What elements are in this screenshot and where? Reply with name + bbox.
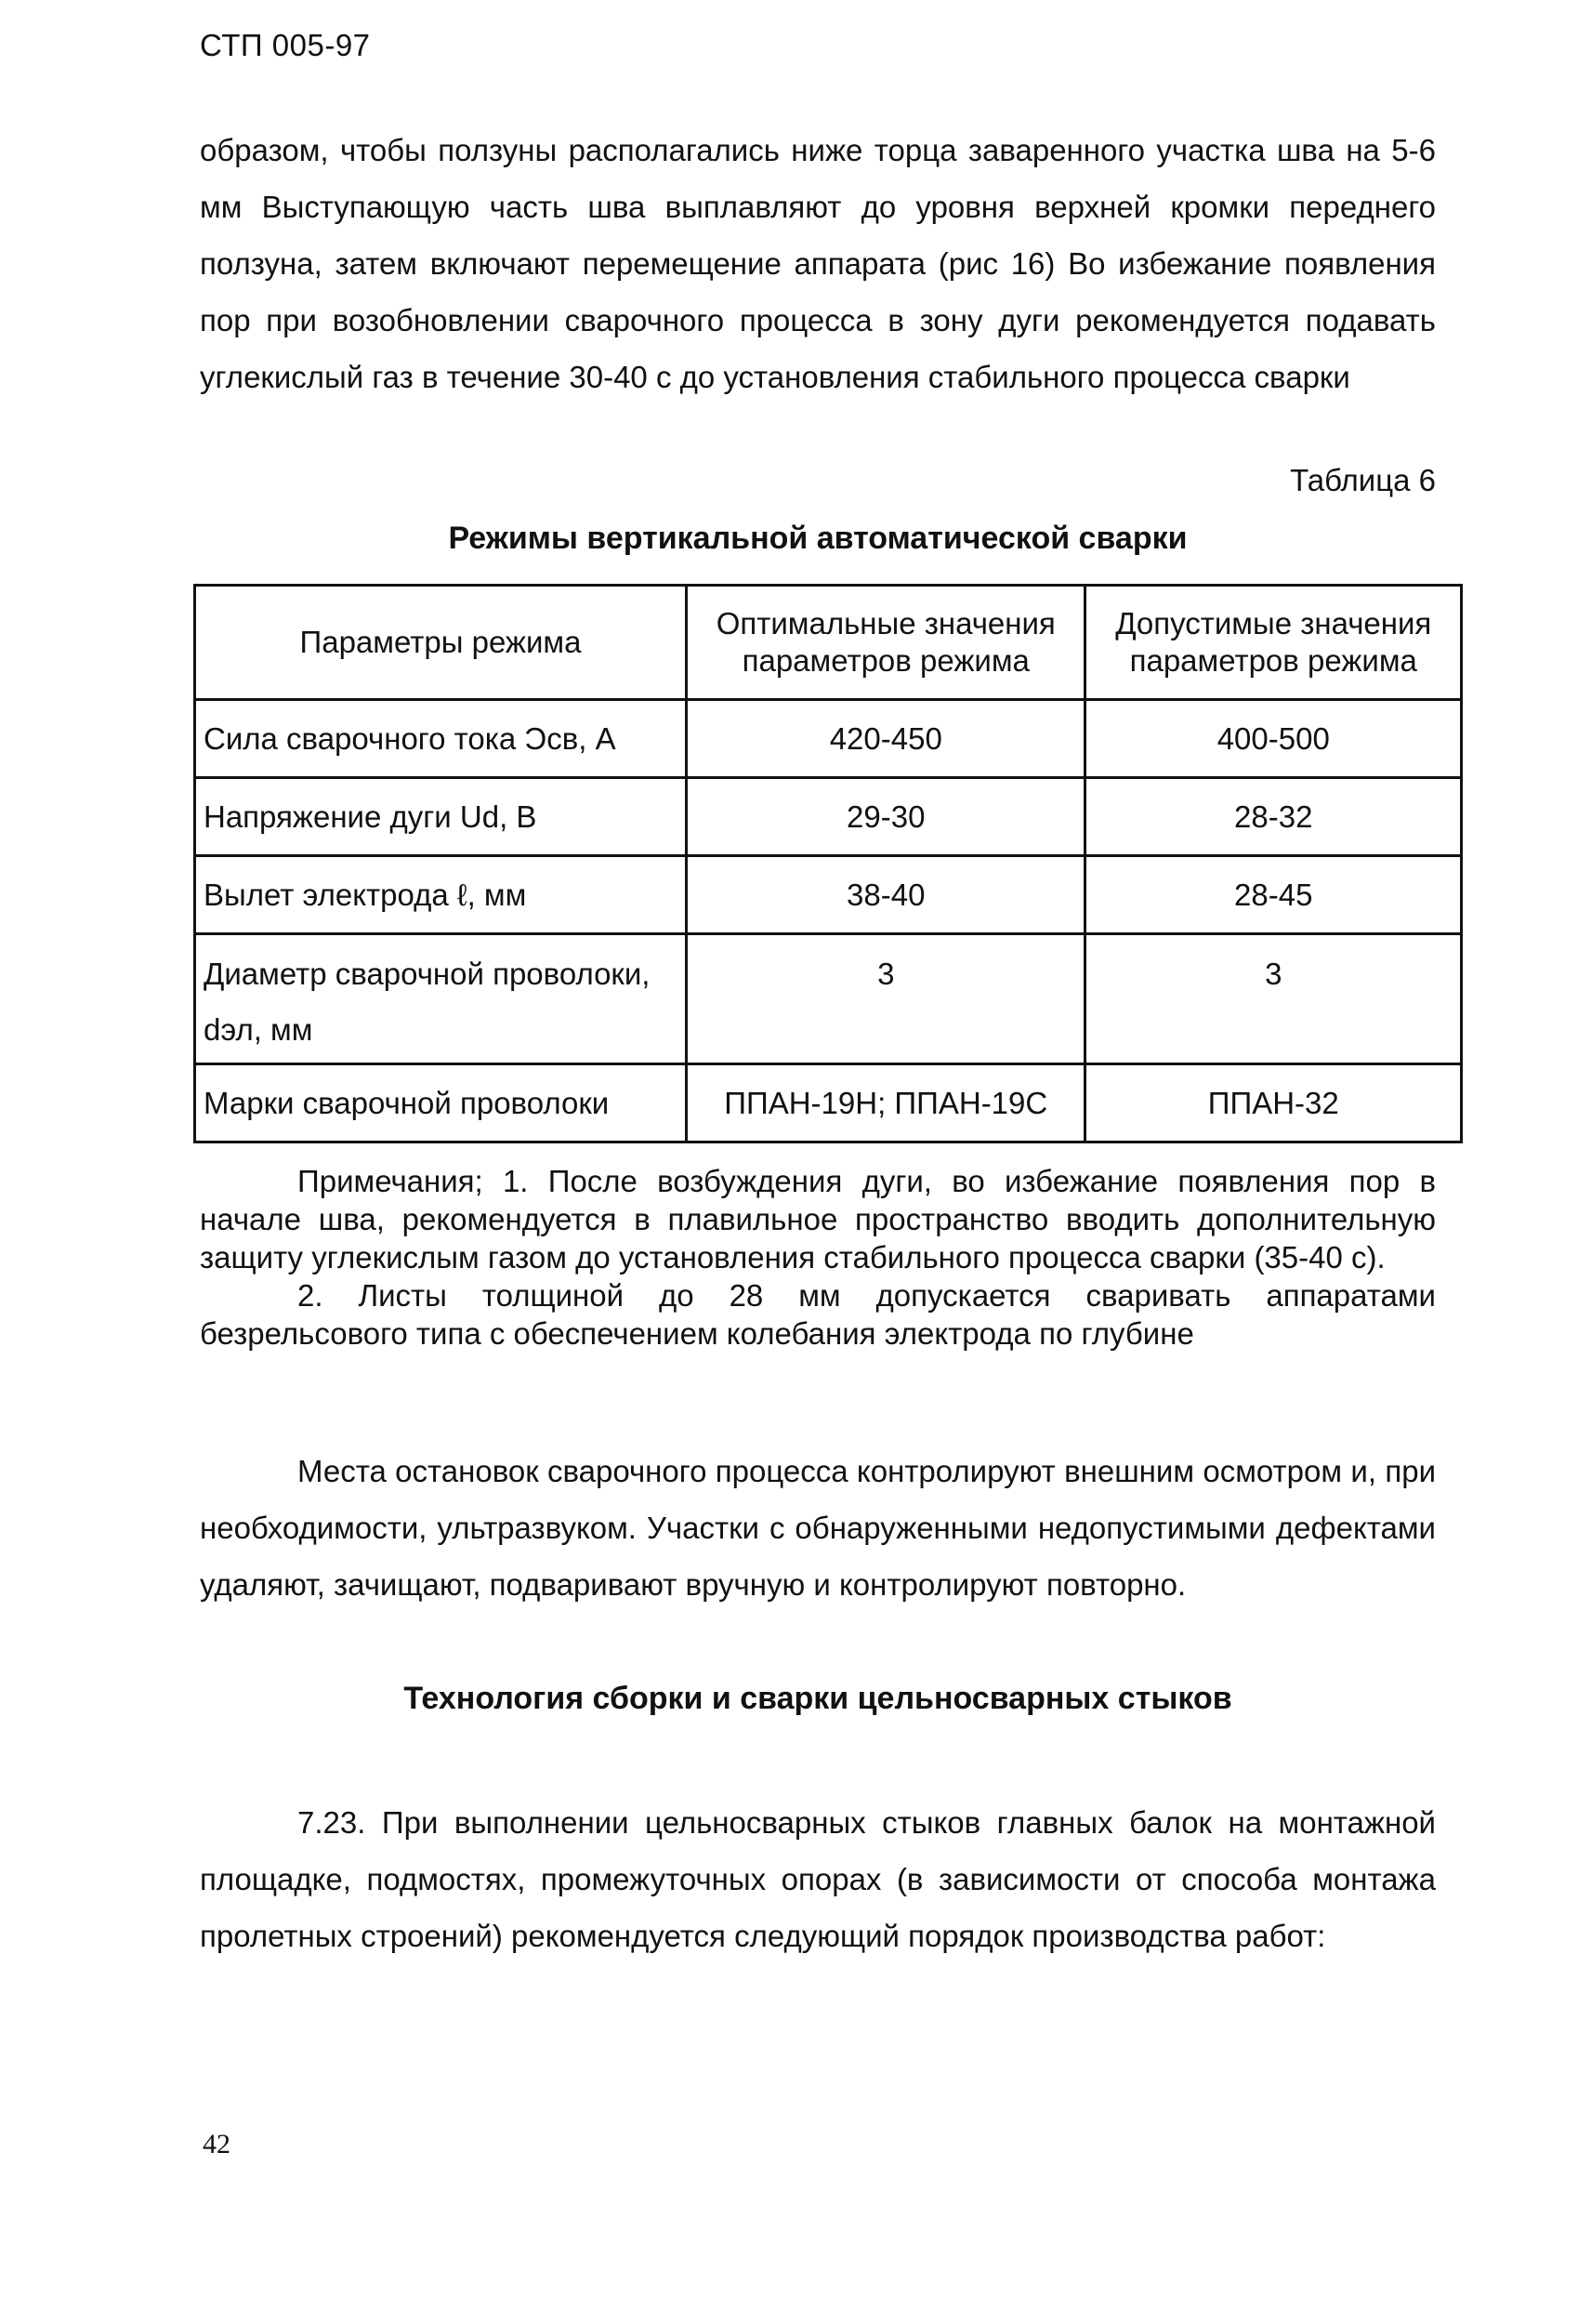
table-row xyxy=(195,1064,1462,1142)
table-cell: Вылет электрода ℓ, мм xyxy=(195,856,687,934)
table-cell: ППАН-32 xyxy=(1085,1064,1462,1142)
body-paragraph: Места остановок сварочного процесса контролируют внешним осмотром и, при необходимости, ультразвуком. Участки с обнаруженными недопустимыми дефектами удаляют, зачищают, подваривают вручную и контролируют повторно. xyxy=(200,1454,1436,1602)
page-number: 42 xyxy=(203,2129,230,2159)
table-cell: ППАН-19Н; ППАН-19С xyxy=(687,1064,1085,1142)
table-header-cell: Оптимальные значения параметров режима xyxy=(687,586,1085,700)
table-header-row xyxy=(195,586,1462,700)
table-title: Режимы вертикальной автоматической сварки xyxy=(448,521,1188,556)
table-cell: 28-45 xyxy=(1085,856,1462,934)
note-item: 2. Листы толщиной до 28 мм допускается сваривать аппаратами безрельсового типа с обеспечением колебания электрода по глубине xyxy=(200,1278,1436,1351)
table-cell: 420-450 xyxy=(687,700,1085,778)
table-header-cell: Допустимые значения параметров режима xyxy=(1085,586,1462,700)
table-label: Таблица 6 xyxy=(1290,463,1436,497)
table-cell: 400-500 xyxy=(1085,700,1462,778)
table-cell: 3 xyxy=(687,934,1085,1064)
table-cell: Напряжение дуги Ud, В xyxy=(195,778,687,856)
table-notes xyxy=(200,1162,1436,1353)
document-code: СТП 005-97 xyxy=(200,28,371,62)
table-cell: 29-30 xyxy=(687,778,1085,856)
table-row xyxy=(195,700,1462,778)
table-row xyxy=(195,856,1462,934)
table-row xyxy=(195,778,1462,856)
table-cell: 3 xyxy=(1085,934,1462,1064)
table-cell: 28-32 xyxy=(1085,778,1462,856)
table-header-cell: Параметры режима xyxy=(195,586,687,700)
table-row xyxy=(195,934,1462,1064)
body-paragraph: образом, чтобы ползуны располагались ниже торца заваренного участка шва на 5-6 мм Выступающую часть шва выплавляют до уровня верхней кромки переднего ползуна, затем включают перемещение аппарата (рис 16) Во избежание появления пор при возобновлении сварочного процесса в зону дуги рекомендуется подавать углекислый газ в течение 30-40 с до установления стабильного процесса сварки xyxy=(200,133,1436,394)
welding-modes-table xyxy=(193,584,1463,1143)
table-cell: Сила сварочного тока Ɔсв, А xyxy=(195,700,687,778)
section-title: Технология сборки и сварки цельносварных стыков xyxy=(403,1681,1232,1716)
table-cell: 38-40 xyxy=(687,856,1085,934)
table-cell: Диаметр сварочной проволоки, dэл, мм xyxy=(195,934,687,1064)
note-item: Примечания; 1. После возбуждения дуги, во избежание появления пор в начале шва, рекомендуется в плавильное пространство вводить дополнительную защиту углекислым газом до установления стабильного процесса сварки (35-40 с). xyxy=(200,1164,1436,1274)
table-cell: Марки сварочной проволоки xyxy=(195,1064,687,1142)
body-paragraph: 7.23. При выполнении цельносварных стыков главных балок на монтажной площадке, подмостях, промежуточных опорах (в зависимости от способа монтажа пролетных строений) рекомендуется следующий порядок производства работ: xyxy=(200,1805,1436,1953)
